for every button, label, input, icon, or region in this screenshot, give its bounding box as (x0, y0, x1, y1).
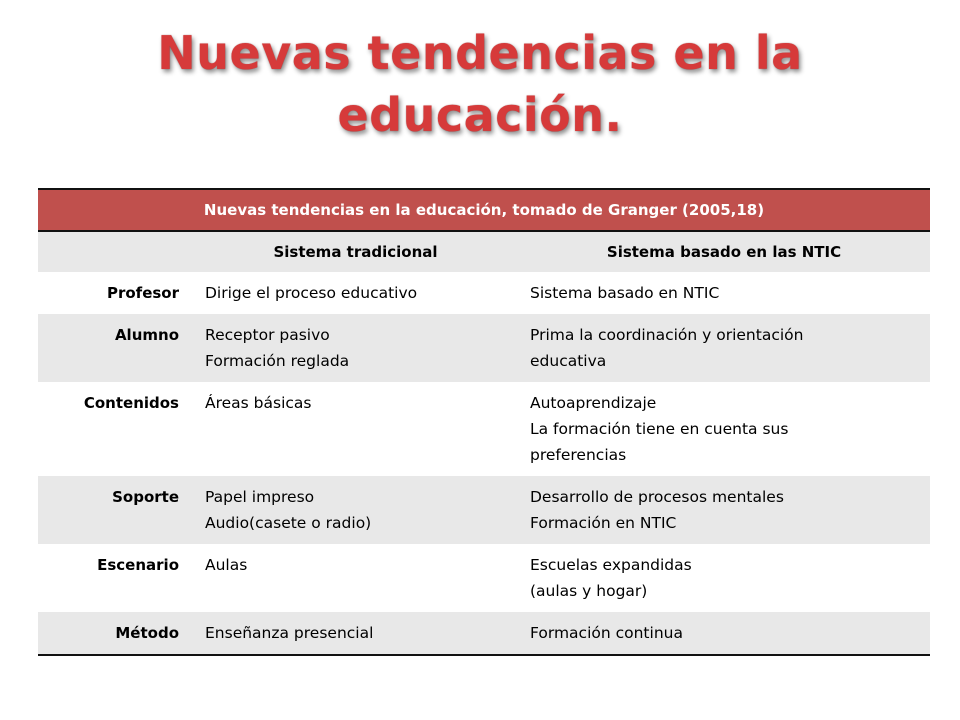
cell-line: Papel impreso (205, 488, 315, 506)
table-header-row (38, 231, 930, 272)
traditional-cell (193, 272, 518, 314)
cell-line: Áreas básicas (205, 394, 312, 412)
row-label: Contenidos (83, 394, 179, 412)
cell-line: Escuelas expandidas (530, 556, 692, 574)
cell-line: Dirige el proceso educativo (205, 284, 418, 302)
ntic-cell (518, 382, 930, 476)
traditional-cell (193, 382, 518, 476)
slide-title-line-1: Nuevas tendencias en la (157, 26, 803, 80)
row-label: Soporte (38, 476, 193, 544)
cell-line: Formación reglada (205, 352, 350, 370)
cell-line: Formación continua (530, 624, 683, 642)
cell-line: Desarrollo de procesos mentales (530, 488, 784, 506)
table-caption: Nuevas tendencias en la educación, tomado de Granger (2005,18) (38, 189, 930, 231)
ntic-cell (518, 612, 930, 655)
row-label: Profesor (106, 284, 179, 302)
slide-title-line-2: educación. (337, 88, 623, 142)
cell-line: Receptor pasivo (205, 326, 330, 344)
traditional-cell (193, 314, 518, 382)
column-header-empty (38, 231, 193, 272)
cell-line: La formación tiene en cuenta sus (530, 420, 789, 438)
slide-title (0, 22, 960, 146)
table-row-alumno (38, 314, 930, 382)
ntic-cell (518, 272, 930, 314)
row-label: Método (38, 612, 193, 655)
ntic-cell (518, 314, 930, 382)
row-label: Escenario (97, 556, 179, 574)
column-header-ntic: Sistema basado en las NTIC (518, 231, 930, 272)
table-row-metodo (38, 612, 930, 655)
row-label: Alumno (38, 314, 193, 382)
ntic-cell (518, 544, 930, 612)
traditional-cell (193, 612, 518, 655)
cell-line: Audio(casete o radio) (205, 514, 372, 532)
cell-line: Sistema basado en NTIC (530, 284, 720, 302)
table-row-profesor (38, 272, 930, 314)
cell-line: educativa (530, 352, 607, 370)
cell-line: Prima la coordinación y orientación (530, 326, 804, 344)
table-caption-row (38, 189, 930, 231)
cell-line: preferencias (530, 446, 627, 464)
cell-line: Aulas (205, 556, 248, 574)
cell-line: Formación en NTIC (530, 514, 677, 532)
traditional-cell (193, 476, 518, 544)
cell-line: Enseñanza presencial (205, 624, 374, 642)
traditional-cell (193, 544, 518, 612)
table-row-soporte (38, 476, 930, 544)
comparison-table (38, 188, 930, 656)
cell-line: Autoaprendizaje (530, 394, 657, 412)
cell-line: (aulas y hogar) (530, 582, 648, 600)
table-row-escenario (38, 544, 930, 612)
table-row-contenidos (38, 382, 930, 476)
column-header-traditional: Sistema tradicional (193, 231, 518, 272)
ntic-cell (518, 476, 930, 544)
